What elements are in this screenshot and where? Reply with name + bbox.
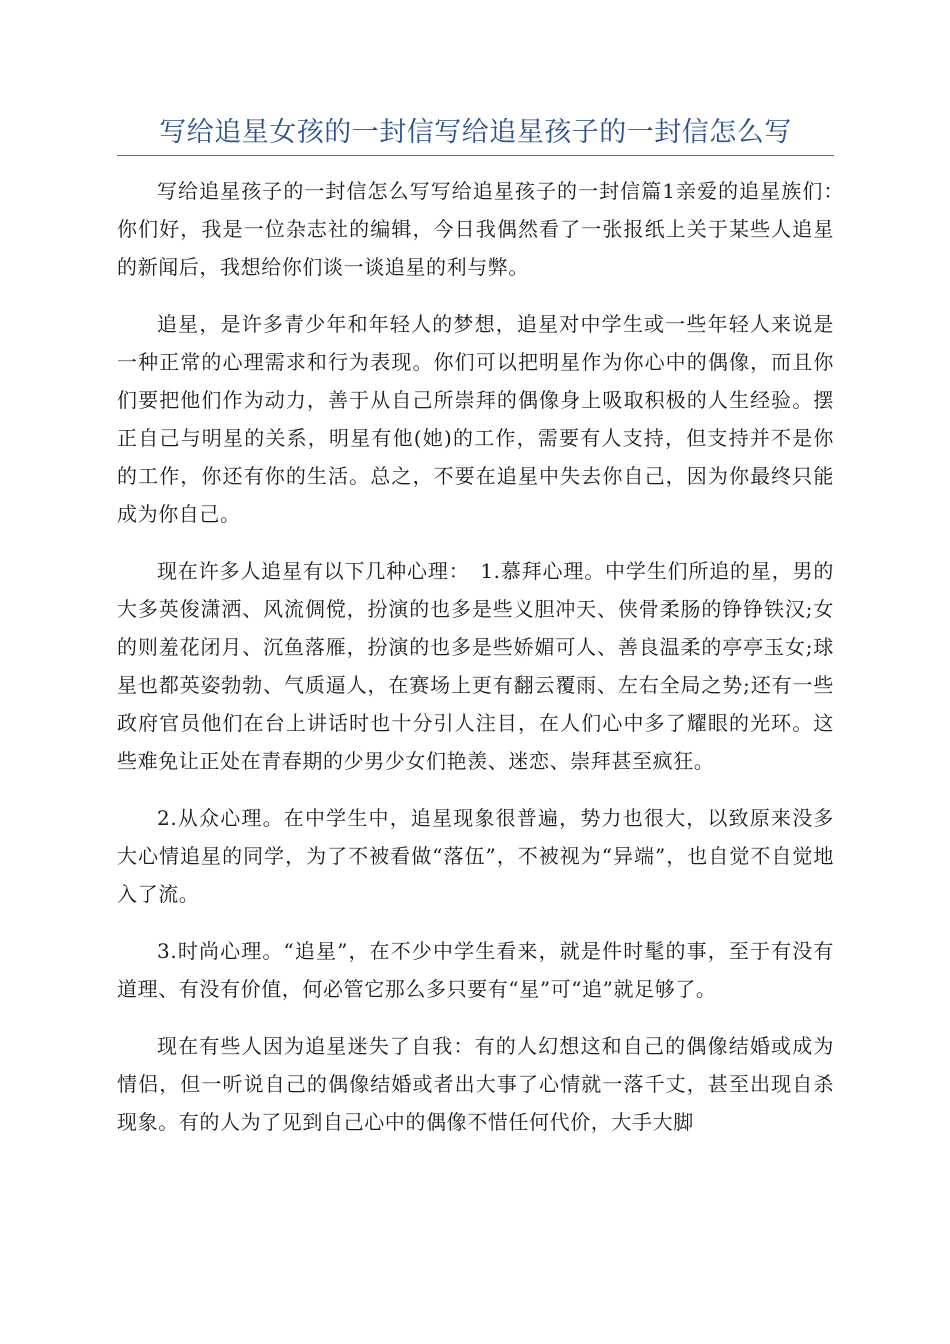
paragraph: 现在许多人追星有以下几种心理： 1.慕拜心理。中学生们所追的星，男的大多英俊潇洒、风流倜傥，扮演的也多是些义胆冲天、侠骨柔肠的铮铮铁汉;女的则羞花闭月、沉鱼落雁，扮演的也多是些娇媚可人、善良温柔的亭亭玉女;球星也都英姿勃勃、气质逼人，在赛场上更有翻云覆雨、左右全局之势;还有一些政府官员他们在台上讲话时也十分引人注目，在人们心中多了耀眼的光环。这些难免让正处在青春期的少男少女们艳羡、迷恋、崇拜甚至疯狂。 (117, 559, 834, 773)
paragraph: 3.时尚心理。“追星”，在不少中学生看来，就是件时髦的事，至于有没有道理、有没有价值，何必管它那么多只要有“星”可“追”就足够了。 (117, 939, 834, 1001)
document-body (117, 172, 876, 1160)
paragraph: 2.从众心理。在中学生中，追星现象很普遍，势力也很大，以致原来没多大心情追星的同学，为了不被看做“落伍”，不被视为“异端”，也自觉不自觉地入了流。 (117, 806, 834, 906)
document-title: 写给追星女孩的一封信写给追星孩子的一封信怎么写 (159, 117, 792, 148)
paragraph: 追星，是许多青少年和年轻人的梦想，追星对中学生或一些年轻人来说是一种正常的心理需求和行为表现。你们可以把明星作为你心中的偶像，而且你们要把他们作为动力，善于从自己所崇拜的偶像身上吸取积极的人生经验。摆正自己与明星的关系，明星有他(她)的工作，需要有人支持，但支持并不是你的工作，你还有你的生活。总之，不要在追星中失去你自己，因为你最终只能成为你自己。 (117, 312, 834, 526)
paragraph: 现在有些人因为追星迷失了自我：有的人幻想这和自己的偶像结婚或成为情侣，但一听说自己的偶像结婚或者出大事了心情就一落千丈，甚至出现自杀现象。有的人为了见到自己心中的偶像不惜任何代价，大手大脚 (117, 1034, 834, 1134)
paragraph: 写给追星孩子的一封信怎么写写给追星孩子的一封信篇1亲爱的追星族们： 你们好，我是一位杂志社的编辑，今日我偶然看了一张报纸上关于某些人追星的新闻后，我想给你们谈一谈追星的利与弊。 (117, 179, 876, 279)
title-underline (117, 155, 834, 156)
